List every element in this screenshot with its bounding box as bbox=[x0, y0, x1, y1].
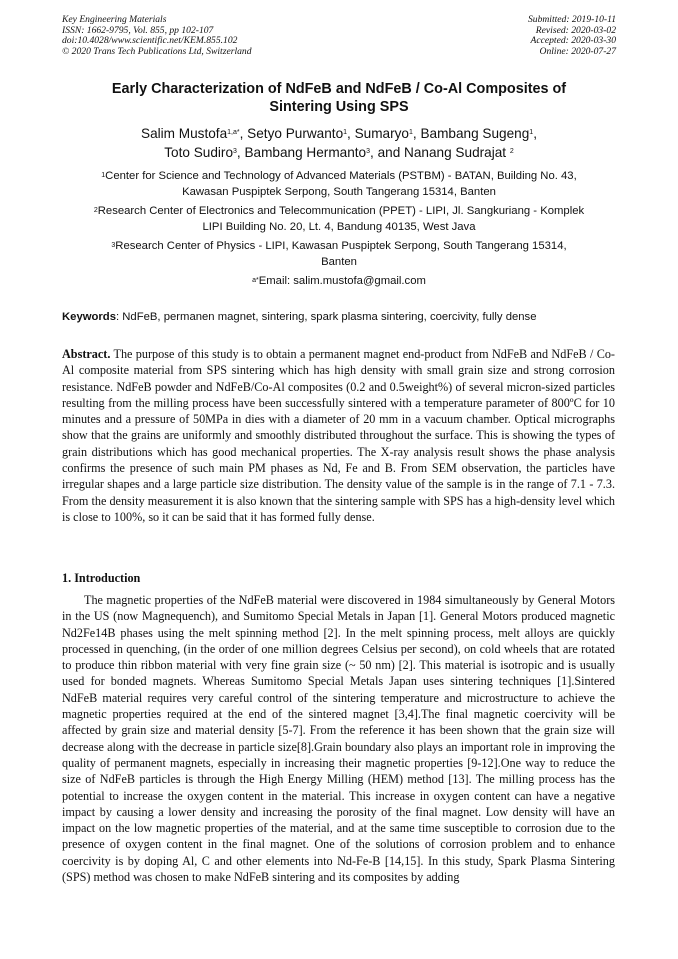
affiliation-line bbox=[62, 169, 616, 185]
author-line-1 bbox=[62, 124, 616, 143]
affiliation-text: Center for Science and Technology of Advanced Materials (PSTBM) - BATAN, Building No. 43, bbox=[105, 170, 577, 182]
revised-date: Revised: 2020-03-02 bbox=[535, 24, 616, 36]
title-line-1: Early Characterization of NdFeB and NdFeB / Co-Al Composites of bbox=[111, 81, 567, 97]
affiliation-text: Kawasan Puspiptek Serpong, South Tangerang 15314, Banten bbox=[182, 185, 496, 198]
online-date: Online: 2020-07-27 bbox=[539, 45, 616, 57]
author-name: , and Nanang Sudrajat bbox=[370, 145, 507, 160]
issn-line: ISSN: 1662-9795, Vol. 855, pp 102-107 bbox=[62, 24, 214, 36]
author-name: Toto Sudiro bbox=[164, 145, 233, 160]
affiliation-3 bbox=[62, 239, 616, 270]
affiliation-mark: 3 bbox=[111, 242, 116, 249]
affiliation-line bbox=[62, 204, 616, 220]
keywords-text: : NdFeB, permanen magnet, sintering, spark plasma sintering, coercivity, fully dense bbox=[116, 311, 537, 323]
submitted-date: Submitted: 2019-10-11 bbox=[527, 14, 616, 25]
journal-header-left bbox=[62, 15, 252, 57]
email-text: Email: salim.mustofa@gmail.com bbox=[258, 275, 426, 287]
affiliation-text: Banten bbox=[321, 255, 357, 268]
affiliation-line bbox=[62, 239, 616, 255]
affiliation-mark: 1 bbox=[101, 172, 106, 179]
author-affiliation-mark: 2 bbox=[509, 148, 514, 155]
affiliation-2 bbox=[62, 204, 616, 235]
author-name: , Sumaryo bbox=[347, 126, 409, 141]
copyright-line: © 2020 Trans Tech Publications Ltd, Switzerland bbox=[62, 45, 252, 57]
email-mark: a* bbox=[252, 277, 259, 284]
affiliation-text: Research Center of Physics - LIPI, Kawasan Puspiptek Serpong, South Tangerang 15314, bbox=[115, 240, 567, 252]
author-name: , Setyo Purwanto bbox=[239, 126, 344, 141]
author-name: , Bambang Hermanto bbox=[236, 145, 367, 160]
affiliation-mark: 2 bbox=[93, 207, 98, 214]
corresponding-email bbox=[62, 274, 616, 290]
paper-title bbox=[62, 80, 616, 116]
author-affiliation-mark: 1 bbox=[409, 129, 413, 136]
author-name: , Bambang Sugeng bbox=[412, 126, 530, 141]
abstract-label: Abstract. bbox=[62, 347, 111, 361]
keywords bbox=[62, 310, 618, 325]
author-name: Salim Mustofa bbox=[141, 126, 228, 141]
author-affiliation-mark: 1 bbox=[343, 129, 348, 136]
affiliation-text: Research Center of Electronics and Telecommunication (PPET) - LIPI, Jl. Sangkuriang - Komplek bbox=[97, 205, 585, 217]
section-heading-introduction: 1. Introduction bbox=[62, 571, 141, 585]
author-affiliation-mark: 3 bbox=[233, 148, 237, 155]
affiliation-text: LIPI Building No. 20, Lt. 4, Bandung 40135, West Java bbox=[202, 220, 476, 233]
author-line-2 bbox=[62, 143, 616, 162]
abstract bbox=[62, 346, 615, 525]
title-line-2: Sintering Using SPS bbox=[269, 99, 409, 115]
journal-header-right bbox=[528, 15, 616, 57]
keywords-label: Keywords bbox=[62, 311, 116, 323]
affiliation-1 bbox=[62, 169, 616, 200]
author-list bbox=[62, 124, 616, 162]
abstract-text: The purpose of this study is to obtain a permanent magnet end-product from NdFeB and NdFeB / Co-Al composite material from SPS sintering which has high density with small grain size and strong corrosion resistance. NdFeB powder and NdFeB/Co-Al composites (0.2 and 0.5weight%) of several micron-sized particles resulting from the milling process have been successfully sintered with a temperature parameter of 800ºC for 10 minutes and a pressure of 50MPa in dies with a diameter of 20 mm in a vacuum chamber. Optical micrographs show that the grains are uniformly and smoothly distributed throughout the surface. This is showing the types of grain distributions which has good mechanical properties. The X-ray analysis result shows the phase analysis confirms the presence of such main PM phases as Nd, Fe and B. From SEM observation, the particles have irregular shapes and a large particle size distribution. The density value of the sample is in the range of 7.1 - 7.3. From the density measurement it is also known that the sintering sample with SPS has a high-density level which is close to 100%, so it can be said that it has formed fully dense. bbox=[62, 347, 615, 524]
journal-name: Key Engineering Materials bbox=[62, 14, 167, 25]
author-affiliation-mark: 1,a* bbox=[227, 129, 240, 136]
accepted-date: Accepted: 2020-03-30 bbox=[530, 35, 616, 47]
author-affiliation-mark: 3 bbox=[366, 148, 371, 155]
introduction-paragraph: The magnetic properties of the NdFeB material were discovered in 1984 simultaneously by General Motors in the US (now Magnequench), and Sumitomo Special Metals in Japan [1]. General Motors produced magnetic Nd2Fe14B phases using the melt spinning method [2]. In the melt spinning process, melt alloys are quickly processed in quenching, (in the order of one million degrees Celsius per second), on cold wheels that are rotated to produce thin ribbon material with very fine grain size (~ 50 nm) [2]. This material is isotropic and is usually used for bonded magnets. Whereas Sumitomo Special Metals Japan uses sintering techniques [1].Sintered NdFeB material requires very careful control of the sintering temperature and microstructure to achieve the magnetic properties required at the end of the sintered magnet [3,4].The final magnetic coercivity will be affected by grain size and material density [5-7]. From the reference it has been shown that the grain size will decrease along with the decrease in particle size[8].Grain boundary also plays an important role in improving the quality of permanent magnets, especially in increasing their magnetic properties [9-12].One way to reduce the size of NdFeB particles is through the High Energy Milling (HEM) method [13]. The milling process has the potential to increase the oxygen content in the material. This increase in oxygen content can have a negative impact by causing a lower density and increasing the porosity of the final magnet. Low density will have an impact on the low magnetic properties of the material, and at the same time susceptible to corrosion due to the presence of oxygen content in the final magnet. One of the solutions of corrosion problem and to enhance coercivity is by doping Al, C and other elements into Nd-Fe-B [14,15]. In this study, Spark Plasma Sintering (SPS) method was chosen to make NdFeB sintering and its composites by adding bbox=[62, 593, 615, 885]
author-affiliation-mark: 1 bbox=[529, 129, 534, 136]
doi-line: doi:10.4028/www.scientific.net/KEM.855.102 bbox=[62, 35, 238, 47]
author-separator: , bbox=[533, 126, 537, 141]
